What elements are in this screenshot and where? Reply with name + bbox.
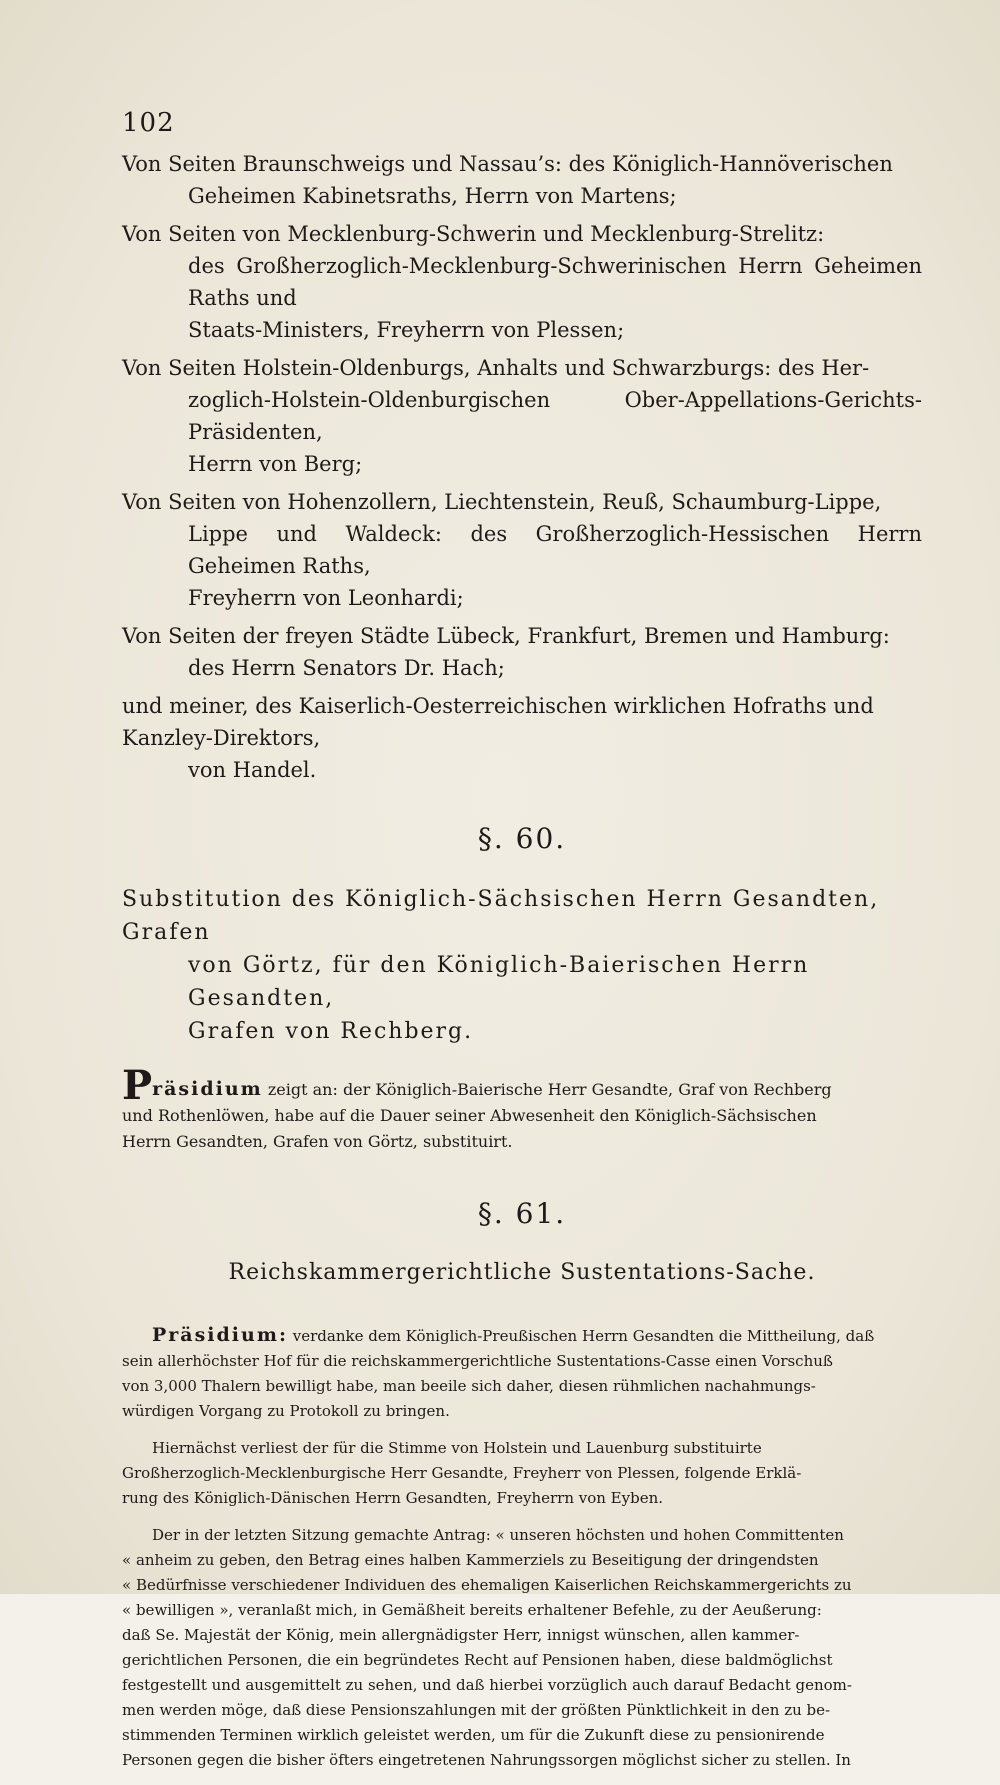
section-heading <box>122 883 922 1048</box>
delegate-entry <box>122 352 922 480</box>
text-line: Herrn Gesandten, Grafen von Görtz, substituirt. <box>122 1132 513 1151</box>
text-line: rung des Königlich-Dänischen Herrn Gesandten, Freyherrn von Eyben. <box>122 1489 664 1507</box>
text-line: Von Seiten der freyen Städte Lübeck, Frankfurt, Bremen und Hamburg: <box>122 624 890 648</box>
heading-line: von Görtz, für den Königlich-Baierischen Herrn Gesandten, <box>188 953 810 1011</box>
text-line: von 3,000 Thalern bewilligt habe, man beeile sich daher, diesen rühmlichen nachahmungs- <box>122 1377 816 1395</box>
paragraph-text: zeigt an: der Königlich-Baierische Herr Gesandte, Graf von Rechberg <box>267 1080 832 1099</box>
delegate-entry <box>122 148 922 212</box>
page-body <box>122 148 922 1785</box>
section-heading: Reichskammergerichtliche Sustentations-Sache. <box>228 1260 816 1285</box>
text-line: Personen gegen die bisher öfters eingetretenen Nahrungssorgen möglichst sicher zu stellen. In <box>122 1751 851 1769</box>
text-line: daß Se. Majestät der König, mein allergnädigster Herr, innigst wünschen, allen kammer- <box>122 1626 800 1644</box>
text-line: Großherzoglich-Mecklenburgische Herr Gesandte, Freyherr von Plessen, folgende Erklä- <box>122 1464 802 1482</box>
text-line: von Handel. <box>188 758 317 782</box>
heading-line: Grafen von Rechberg. <box>188 1019 474 1044</box>
text-line: Von Seiten von Hohenzollern, Liechtenstein, Reuß, Schaumburg-Lippe, <box>122 490 882 514</box>
closing-entry <box>122 690 922 786</box>
paragraph-lead: räsidium <box>152 1078 263 1100</box>
text-line <box>122 1062 922 1109</box>
section-paragraph <box>122 1523 922 1773</box>
text-line: Der in der letzten Sitzung gemachte Antrag: « unseren höchsten und hohen Committenten <box>152 1526 844 1544</box>
section-paragraph <box>122 1436 922 1511</box>
text-line: Geheimen Kabinetsraths, Herrn von Martens; <box>188 184 677 208</box>
section-paragraph <box>122 1062 922 1155</box>
text-line: men werden möge, daß diese Pensionszahlungen mit der größten Pünktlichkeit in den zu be- <box>122 1701 831 1719</box>
section-number: §. 60. <box>477 822 567 855</box>
section-paragraph <box>122 1323 922 1424</box>
text-line: « Bedürfnisse verschiedener Individuen des ehemaligen Kaiserlichen Reichskammergerichts zu <box>122 1576 852 1594</box>
delegate-entry <box>122 486 922 614</box>
text-line: « anheim zu geben, den Betrag eines halben Kammerziels zu Beseitigung der dringendsten <box>122 1551 819 1569</box>
page-number: 102 <box>122 108 175 138</box>
text-line: des Großherzoglich-Mecklenburg-Schwerinischen Herrn Geheimen Raths und <box>188 254 922 310</box>
text-line: würdigen Vorgang zu Protokoll zu bringen. <box>122 1402 450 1420</box>
text-line: zoglich-Holstein-Oldenburgischen Ober-Appellations-Gerichts-Präsidenten, <box>188 388 922 444</box>
text-line: Staats-Ministers, Freyherrn von Plessen; <box>188 318 625 342</box>
heading-line: Substitution des Königlich-Sächsischen Herrn Gesandten, Grafen <box>122 887 880 945</box>
text-line: festgestellt und ausgemittelt zu sehen, und daß hierbei vorzüglich auch darauf Bedacht genom- <box>122 1676 852 1694</box>
text-line: sein allerhöchster Hof für die reichskammergerichtliche Sustentations-Casse einen Vorschuß <box>122 1352 833 1370</box>
text-line: Freyherrn von Leonhardi; <box>188 586 464 610</box>
text-line: Lippe und Waldeck: des Großherzoglich-Hessischen Herrn Geheimen Raths, <box>188 522 922 578</box>
delegate-entry <box>122 218 922 346</box>
text-line: stimmenden Terminen wirklich geleistet werden, um für die Zukunft diese zu pensionirende <box>122 1726 825 1744</box>
text-line: des Herrn Senators Dr. Hach; <box>188 656 505 680</box>
text-line: Herrn von Berg; <box>188 452 363 476</box>
section-number: §. 61. <box>477 1197 567 1230</box>
text-line <box>122 1323 922 1349</box>
text-line: Hiernächst verliest der für die Stimme von Holstein und Lauenburg substituirte <box>152 1439 762 1457</box>
text-line: Von Seiten von Mecklenburg-Schwerin und Mecklenburg-Strelitz: <box>122 222 825 246</box>
text-line: und meiner, des Kaiserlich-Oesterreichischen wirklichen Hofraths und Kanzley-Direktors, <box>122 694 874 750</box>
text-line: und Rothenlöwen, habe auf die Dauer seiner Abwesenheit den Königlich-Sächsischen <box>122 1106 817 1125</box>
drop-cap: P <box>122 1062 153 1109</box>
paragraph-text: verdanke dem Königlich-Preußischen Herrn Gesandten die Mittheilung, daß <box>292 1327 875 1345</box>
delegate-entry <box>122 620 922 684</box>
paragraph-lead: Präsidium: <box>152 1324 288 1346</box>
text-line: gerichtlichen Personen, die ein begründetes Recht auf Pensionen haben, diese baldmöglichst <box>122 1651 833 1669</box>
text-line: « bewilligen », veranlaßt mich, in Gemäßheit bereits erhaltener Befehle, zu der Aeußerung: <box>122 1601 822 1619</box>
text-line: Von Seiten Braunschweigs und Nassau’s: des Königlich-Hannöverischen <box>122 152 893 176</box>
text-line: Von Seiten Holstein-Oldenburgs, Anhalts und Schwarzburgs: des Her- <box>122 356 870 380</box>
